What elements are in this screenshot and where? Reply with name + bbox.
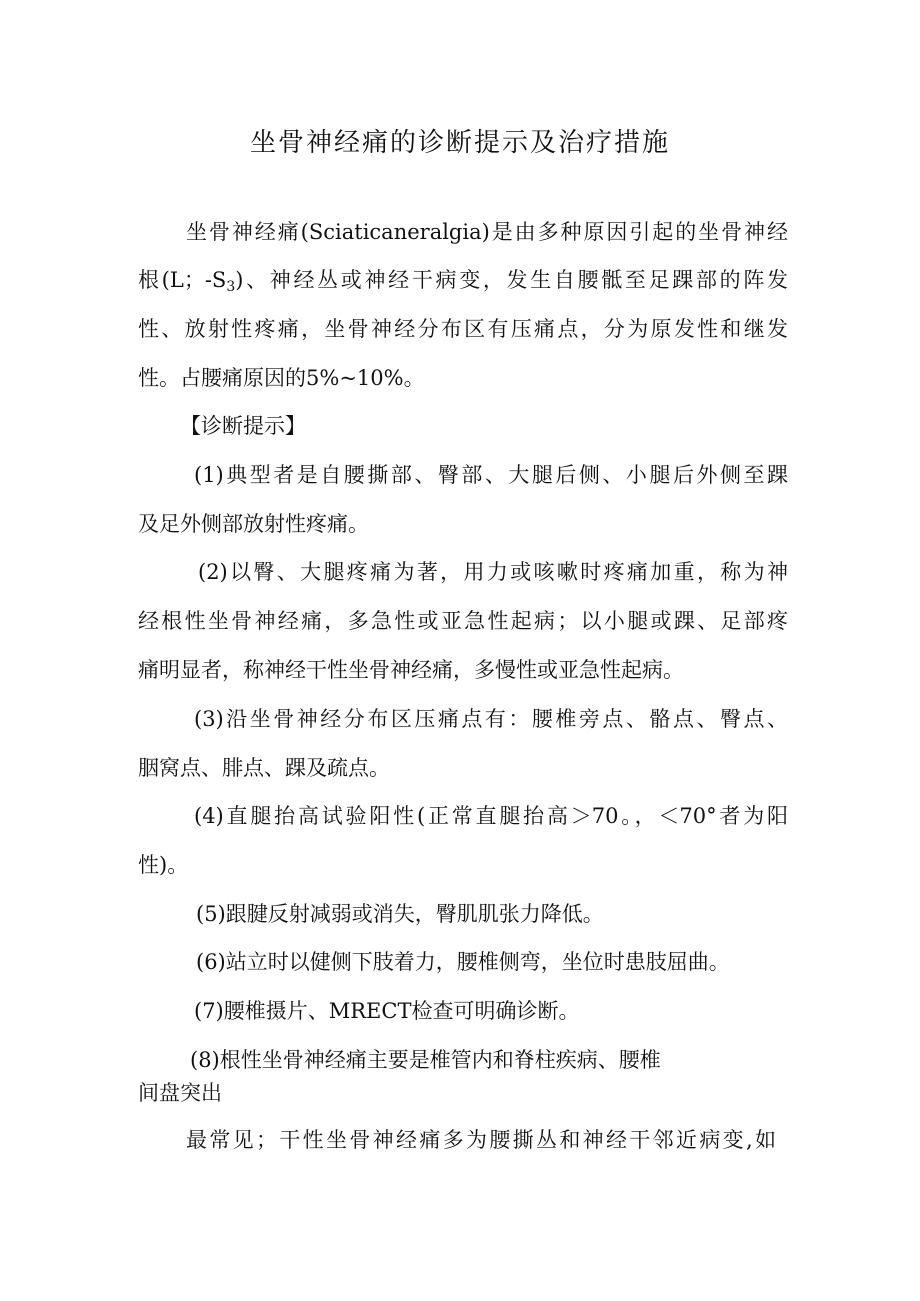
item-3-line-1: (3)沿坐骨神经分布区压痛点有：腰椎旁点、骼点、臀点、 [194, 707, 788, 731]
item-2-line-3: 痛明显者，称神经干性坐骨神经痛，多慢性或亚急性起病。 [138, 658, 684, 682]
item-8-line-1: (8)根性坐骨神经痛主要是椎管内和脊柱疾病、腰椎 [190, 1048, 661, 1072]
intro-line-4: 性。占腰痛原因的5%~10%。 [138, 366, 425, 390]
section-heading: 【诊断提示】 [180, 414, 306, 438]
item-6: (6)站立时以健侧下肢着力，腰椎侧弯，坐位时患肢屈曲。 [196, 950, 730, 974]
intro-line-1: 坐骨神经痛(Sciaticaneralgia)是由多种原因引起的坐骨神经 [186, 220, 788, 244]
item-3-line-2: 胭窝点、腓点、踝及疏点。 [138, 756, 390, 780]
intro-line-2-post: )、神经丛或神经干病变，发生自腰骶至足踝部的阵发 [235, 268, 788, 292]
item-1-line-1: (1)典型者是自腰撕部、臀部、大腿后侧、小腿后外侧至踝 [194, 463, 788, 487]
intro-line-2-pre: 根(L；-S [138, 268, 227, 292]
item-8-line-2: 间盘突出 [138, 1081, 222, 1105]
item-1-line-2: 及足外侧部放射性疼痛。 [138, 512, 369, 536]
intro-line-2-sub: 3 [226, 279, 236, 295]
document-title: 坐骨神经痛的诊断提示及治疗措施 [249, 128, 670, 158]
intro-line-2 [138, 266, 788, 294]
item-2-line-2: 经根性坐骨神经痛，多急性或亚急性起病；以小腿或踝、足部疼 [138, 609, 788, 633]
continuation-line: 最常见；干性坐骨神经痛多为腰撕丛和神经干邻近病变,如 [186, 1128, 776, 1152]
item-2-line-1: (2)以臀、大腿疼痛为著，用力或咳嗽时疼痛加重，称为神 [198, 560, 788, 584]
intro-line-3: 性、放射性疼痛，坐骨神经分布区有压痛点，分为原发性和继发 [138, 317, 788, 341]
item-5: (5)跟腱反射减弱或消失，臀肌肌张力降低。 [196, 902, 604, 926]
item-4-line-2: 性)。 [138, 853, 189, 877]
item-7: (7)腰椎摄片、MRECT检查可明确诊断。 [194, 999, 580, 1023]
item-4-line-1: (4)直腿抬高试验阳性(正常直腿抬高＞70。，＜70°者为阳 [194, 804, 788, 828]
